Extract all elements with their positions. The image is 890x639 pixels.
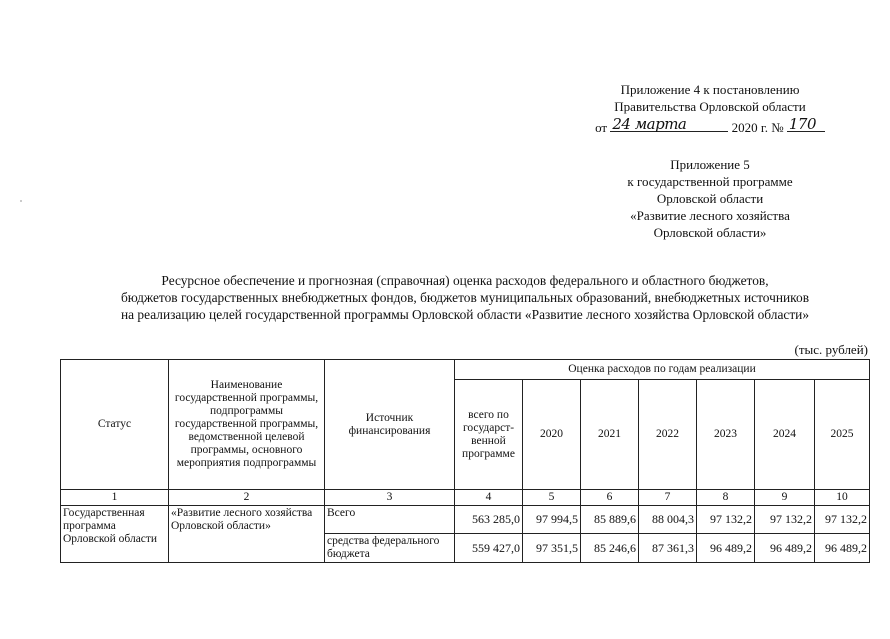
column-number: 4 — [455, 490, 523, 506]
header-total: всего по государст-венной программе — [455, 380, 523, 490]
row-value-2023: 96 489,2 — [697, 534, 755, 563]
row-value-2022: 88 004,3 — [639, 506, 697, 534]
row-value-2025: 97 132,2 — [815, 506, 870, 534]
table-row — [61, 506, 870, 534]
row-program-name: «Развитие лесного хозяйства Орловской области» — [169, 506, 325, 563]
appendix-5-line2: к государственной программе — [627, 174, 793, 189]
appendix-5-line5: Орловской области» — [653, 225, 767, 240]
row-value-2020: 97 351,5 — [523, 534, 581, 563]
handwritten-number: 170 — [788, 115, 817, 133]
header-estimate-group: Оценка расходов по годам реализации — [455, 360, 870, 380]
column-number: 3 — [325, 490, 455, 506]
appendix-5-line3: Орловской области — [656, 191, 764, 206]
appendix-5-line1: Приложение 5 — [670, 157, 750, 172]
header-source: Источник финансирования — [325, 360, 455, 490]
row-value-total: 559 427,0 — [455, 534, 523, 563]
row-value-2021: 85 246,6 — [581, 534, 639, 563]
header-year-2020: 2020 — [523, 380, 581, 490]
number-signature-line — [787, 115, 825, 132]
document-title — [60, 272, 870, 323]
column-number: 10 — [815, 490, 870, 506]
row-value-2023: 97 132,2 — [697, 506, 755, 534]
row-value-2022: 87 361,3 — [639, 534, 697, 563]
row-source: средства федерального бюджета — [325, 534, 455, 563]
column-number: 8 — [697, 490, 755, 506]
appendix-4-reference — [590, 81, 830, 136]
appendix-5-reference — [600, 156, 820, 241]
title-line2: бюджетов государственных внебюджетных фондов, бюджетов муниципальных образований, внебюджетных источников — [120, 290, 810, 305]
header-year-2022: 2022 — [639, 380, 697, 490]
header-status: Статус — [61, 360, 169, 490]
header-year-2023: 2023 — [697, 380, 755, 490]
column-number: 1 — [61, 490, 169, 506]
header-name: Наименование государственной программы, подпрограммы государственной программы, ведомственной целевой программы, основного мероприятия подпрограммы — [169, 360, 325, 490]
date-prefix: от — [595, 120, 608, 135]
date-signature-line — [610, 115, 728, 132]
row-status: Государственная программа Орловской области — [61, 506, 169, 563]
column-number: 9 — [755, 490, 815, 506]
units-label: (тыс. рублей) — [794, 342, 868, 357]
header-year-2025: 2025 — [815, 380, 870, 490]
appendix-4-line2: Правительства Орловской области — [614, 99, 806, 114]
row-value-2024: 97 132,2 — [755, 506, 815, 534]
row-value-2025: 96 489,2 — [815, 534, 870, 563]
appendix-4-line1: Приложение 4 к постановлению — [620, 82, 800, 97]
handwritten-date: 24 марта — [612, 115, 687, 133]
header-year-2021: 2021 — [581, 380, 639, 490]
column-number: 7 — [639, 490, 697, 506]
row-source: Всего — [325, 506, 455, 534]
row-value-2021: 85 889,6 — [581, 506, 639, 534]
budget-table — [60, 359, 870, 563]
appendix-5-line4: «Развитие лесного хозяйства — [630, 208, 790, 223]
column-number: 5 — [523, 490, 581, 506]
column-number: 6 — [581, 490, 639, 506]
row-value-2024: 96 489,2 — [755, 534, 815, 563]
row-value-total: 563 285,0 — [455, 506, 523, 534]
header-year-2024: 2024 — [755, 380, 815, 490]
column-number-row — [61, 490, 870, 506]
title-line3: на реализацию целей государственной программы Орловской области «Развитие лесного хозяйства Орловской области» — [120, 307, 810, 322]
row-value-2020: 97 994,5 — [523, 506, 581, 534]
appendix-4-date-line — [590, 115, 830, 136]
date-suffix: 2020 г. № — [731, 120, 784, 135]
title-line1: Ресурсное обеспечение и прогнозная (справочная) оценка расходов федерального и областного бюджетов, — [161, 273, 769, 288]
column-number: 2 — [169, 490, 325, 506]
scan-speck — [20, 200, 22, 202]
